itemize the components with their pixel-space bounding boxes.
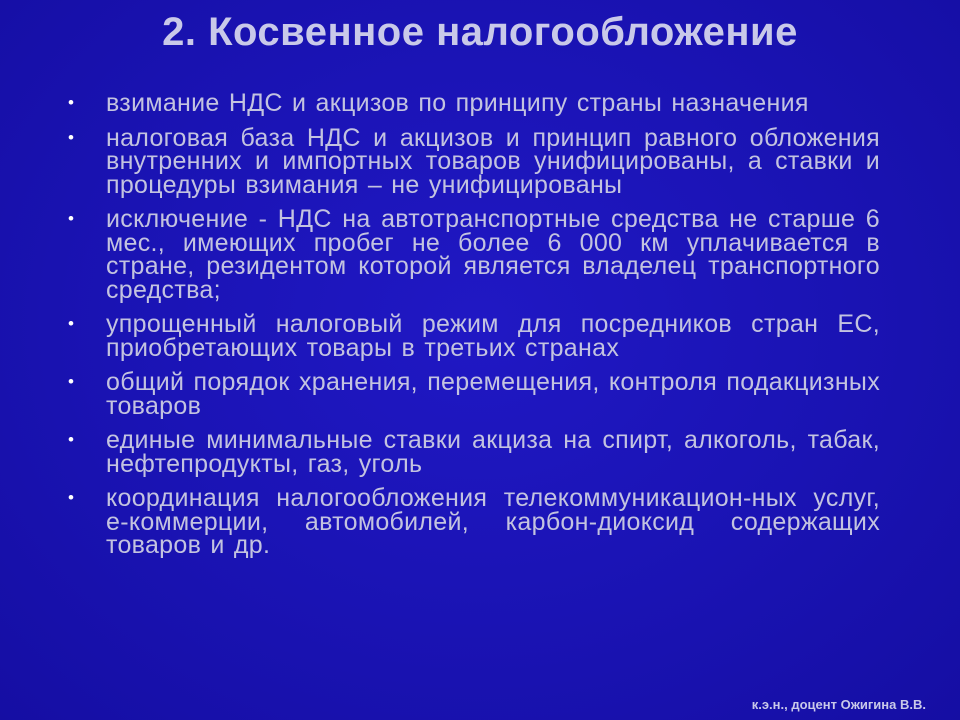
bullet-text: исключение - НДС на автотранспортные средства не старше 6 мес., имеющих пробег не более 6 000 км уплачивается в стране, резидентом которой является владелец транспортного средства; (106, 205, 880, 304)
bullet-icon: • (68, 314, 74, 333)
bullet-text: координация налогообложения телекоммуникацион-ных услуг, е-коммерции, автомобилей, карбон-диоксид содержащих товаров и др. (106, 484, 880, 559)
bullet-text: взимание НДС и акцизов по принципу страны назначения (106, 89, 809, 117)
bullet-text: единые минимальные ставки акциза на спирт, алкоголь, табак, нефтепродукты, газ, уголь (106, 426, 880, 478)
bullet-text: налоговая база НДС и акцизов и принцип равного обложения внутренних и импортных товаров унифицированы, а ставки и процедуры взимания – не унифицированы (106, 123, 880, 199)
bullet-text: упрощенный налоговый режим для посредников стран ЕС, приобретающих товары в третьих странах (106, 310, 880, 362)
list-item (68, 310, 880, 362)
slide-title: 2. Косвенное налогообложение (162, 10, 798, 54)
list-item (68, 484, 880, 559)
bullet-icon: • (68, 488, 74, 507)
list-item (68, 205, 880, 304)
bullet-icon: • (68, 127, 74, 147)
bullet-icon: • (68, 93, 74, 112)
list-item (68, 426, 880, 478)
list-item (68, 89, 880, 117)
bullet-icon: • (68, 430, 74, 449)
bullet-icon: • (68, 372, 74, 391)
bullet-text: общий порядок хранения, перемещения, контроля подакцизных товаров (106, 368, 880, 420)
list-item (68, 123, 880, 199)
bullet-list (68, 89, 880, 569)
footer-author: к.э.н., доцент Ожигина В.В. (751, 697, 926, 712)
bullet-icon: • (68, 209, 74, 228)
list-item (68, 368, 880, 420)
